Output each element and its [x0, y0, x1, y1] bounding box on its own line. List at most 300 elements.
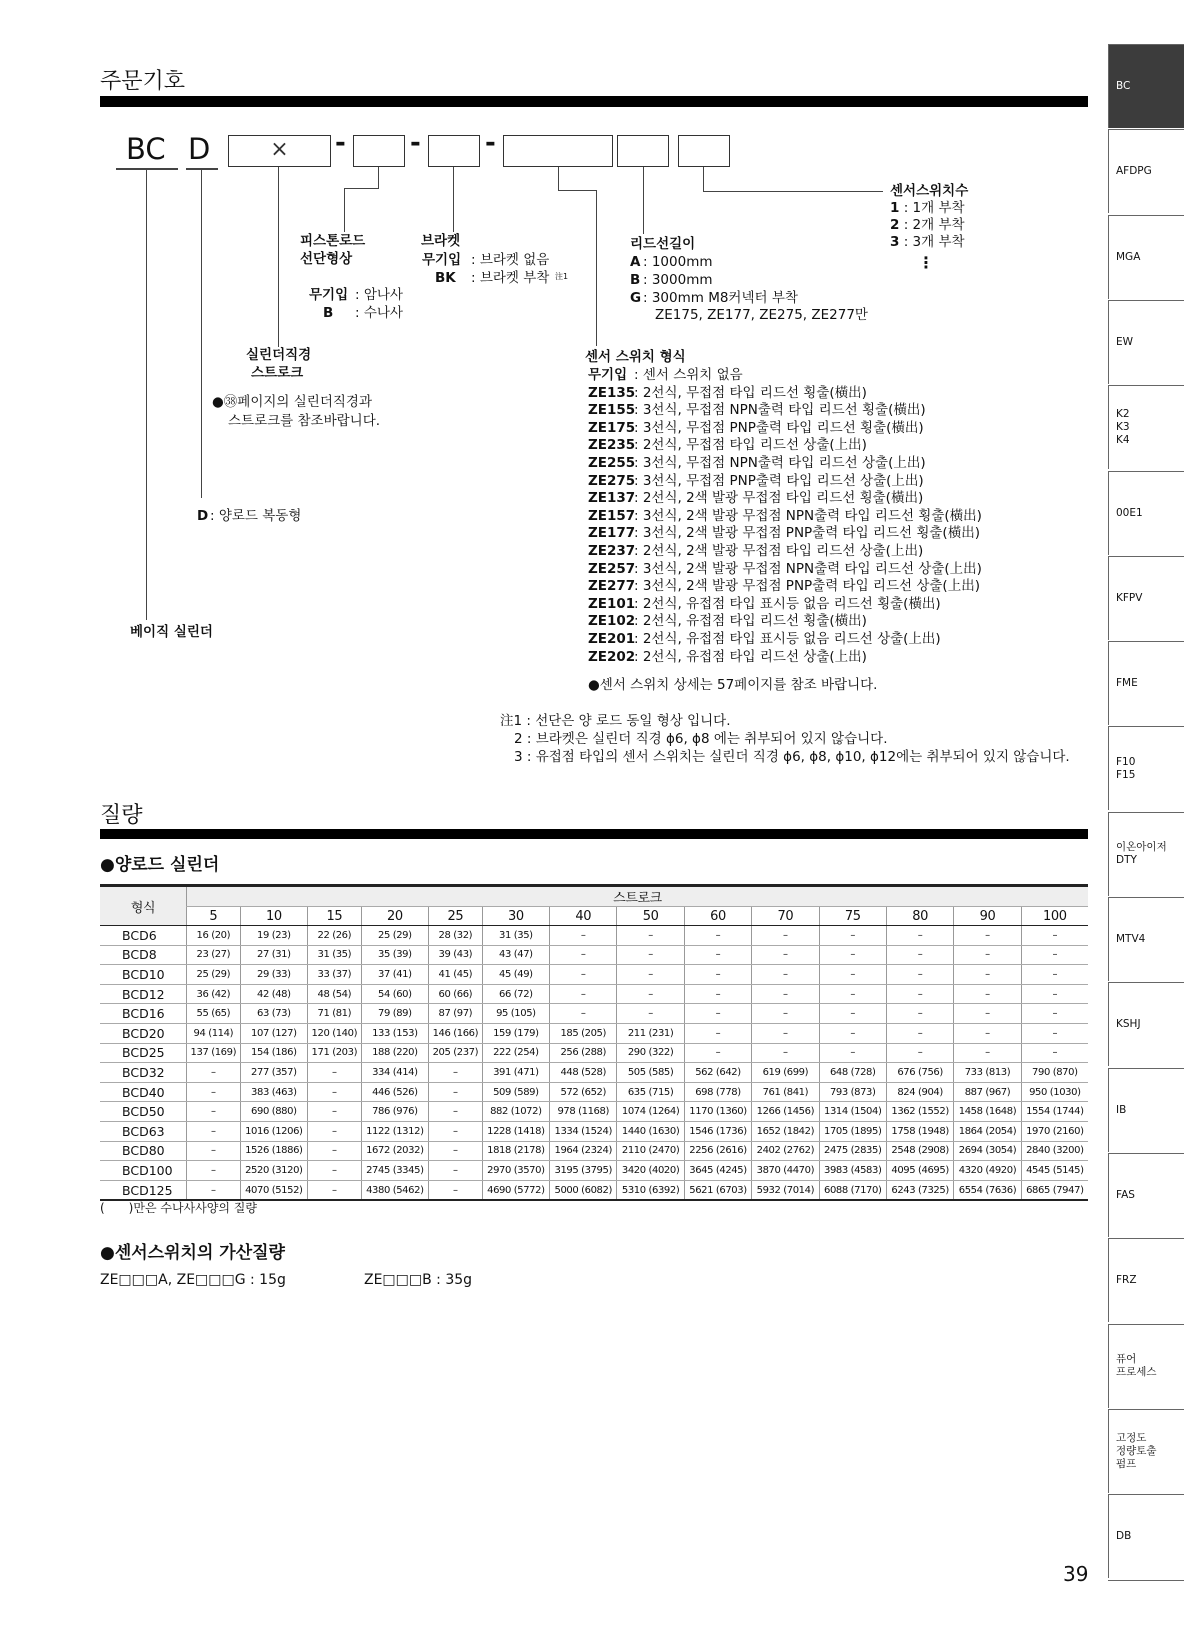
switch-type-item [588, 385, 982, 403]
add-mass-1: ZE□□□A, ZE□□□G : 15g [100, 1272, 286, 1288]
mass-cell: 31 (35) [308, 945, 362, 965]
switch-type-desc: : 3선식, 무접점 NPN출력 타입 리드선 횡출(橫出) [634, 402, 926, 419]
leader-piston-h [344, 188, 379, 189]
table-row [100, 1102, 1088, 1122]
mass-cell: 60 (66) [429, 984, 483, 1004]
mass-cell: – [187, 1121, 241, 1141]
piston-title-1: 피스톤로드 [300, 233, 366, 249]
code-d: D [188, 132, 211, 166]
table-row [100, 1023, 1088, 1043]
leader-piston-v1 [378, 167, 379, 188]
leader-count-v [703, 167, 704, 191]
bore-note-1: ●㊳페이지의 실린더직경과 [212, 394, 372, 410]
mass-cell: 572 (652) [550, 1082, 617, 1102]
header-stroke-value: 70 [752, 907, 819, 926]
mass-cell: 635 (715) [617, 1082, 684, 1102]
mass-cell: 334 (414) [361, 1063, 428, 1083]
mass-cell: – [886, 1043, 953, 1063]
piston-title-2: 선단형상 [300, 251, 353, 267]
mass-cell: 676 (756) [886, 1063, 953, 1083]
header-stroke-value: 25 [429, 907, 483, 926]
mass-cell: – [308, 1180, 362, 1200]
table-row [100, 965, 1088, 985]
mass-cell: – [550, 926, 617, 946]
switch-type-desc: : 3선식, 무접점 PNP출력 타입 리드선 상출(上出) [634, 472, 924, 489]
lead-a-label: A [630, 254, 641, 270]
mass-cell: – [550, 945, 617, 965]
mass-cell: 6865 (7947) [1021, 1180, 1088, 1200]
mass-sub-title-2: ●센서스위치의 가산질량 [100, 1243, 285, 1263]
mass-section-bar [100, 829, 1088, 839]
mass-cell: 6243 (7325) [886, 1180, 953, 1200]
order-note-1: 注1 : 선단은 양 로드 동일 형상 입니다. [500, 713, 731, 729]
side-tab[interactable]: KFPV [1108, 556, 1184, 640]
switch-type-desc: : 3선식, 2색 발광 무접점 NPN출력 타입 리드선 횡출(橫出) [634, 507, 982, 524]
leader-piston-v2 [344, 188, 345, 232]
mass-cell: – [752, 945, 819, 965]
mass-cell: – [187, 1102, 241, 1122]
table-row [100, 926, 1088, 946]
leader-d [201, 168, 202, 498]
mass-cell: – [550, 1004, 617, 1024]
table-row [100, 1004, 1088, 1024]
switch-type-code: ZE137 [588, 490, 636, 507]
mass-cell: 37 (41) [361, 965, 428, 985]
mass-cell: 79 (89) [361, 1004, 428, 1024]
mass-cell: – [819, 984, 886, 1004]
side-tab[interactable]: IB [1108, 1068, 1184, 1152]
switch-type-desc: : 2선식, 2색 발광 무접점 타입 리드선 횡출(橫出) [634, 490, 924, 507]
mass-cell: 133 (153) [361, 1023, 428, 1043]
mass-cell: 1546 (1736) [684, 1121, 751, 1141]
mass-cell: – [1021, 1023, 1088, 1043]
mass-cell: 1228 (1418) [482, 1121, 549, 1141]
bore-note-2: 스트로크를 참조바랍니다. [228, 413, 381, 429]
mass-cell: – [308, 1063, 362, 1083]
side-tab[interactable]: 퓨어 프로세스 [1108, 1324, 1184, 1408]
mass-cell: 950 (1030) [1021, 1082, 1088, 1102]
mass-cell: 45 (49) [482, 965, 549, 985]
mass-cell: – [954, 1043, 1021, 1063]
mass-cell: 448 (528) [550, 1063, 617, 1083]
mass-cell: 28 (32) [429, 926, 483, 946]
switch-type-code: ZE177 [588, 525, 636, 542]
mass-cell: 211 (231) [617, 1023, 684, 1043]
leader-switch-h [558, 190, 597, 191]
mass-cell: – [617, 926, 684, 946]
side-tab[interactable]: FRZ [1108, 1238, 1184, 1322]
mass-cell: 256 (288) [550, 1043, 617, 1063]
mass-cell: 690 (880) [240, 1102, 307, 1122]
box-x-symbol: × [270, 137, 289, 162]
mass-cell: 23 (27) [187, 945, 241, 965]
model-cell: BCD32 [100, 1063, 187, 1083]
leader-switch-v2 [596, 190, 597, 346]
mass-cell: 31 (35) [482, 926, 549, 946]
mass-cell: – [429, 1161, 483, 1181]
mass-cell: 790 (870) [1021, 1063, 1088, 1083]
switch-type-item [588, 402, 982, 420]
piston-none-label: 무기입 [309, 287, 349, 303]
mass-cell: 6088 (7170) [819, 1180, 886, 1200]
mass-cell: – [954, 1004, 1021, 1024]
mass-cell: – [1021, 1043, 1088, 1063]
switch-type-desc: : 3선식, 2색 발광 무접점 PNP출력 타입 리드선 횡출(橫出) [634, 525, 980, 542]
mass-cell: 55 (65) [187, 1004, 241, 1024]
mass-cell: 5310 (6392) [617, 1180, 684, 1200]
page-number: 39 [1063, 1562, 1089, 1586]
mass-cell: – [752, 1043, 819, 1063]
code-bc: BC [126, 132, 166, 166]
switch-count-item: 2 : 2개 부착 [890, 217, 965, 233]
table-row [100, 1063, 1088, 1083]
mass-cell: 1554 (1744) [1021, 1102, 1088, 1122]
header-stroke-value: 15 [308, 907, 362, 926]
mass-cell: – [187, 1180, 241, 1200]
mass-cell: 2475 (2835) [819, 1141, 886, 1161]
mass-cell: 159 (179) [482, 1023, 549, 1043]
mass-cell: 1122 (1312) [361, 1121, 428, 1141]
mass-cell: 16 (20) [187, 926, 241, 946]
switch-type-item [588, 561, 982, 579]
side-tab[interactable]: EW [1108, 300, 1184, 384]
mass-cell: 1526 (1886) [240, 1141, 307, 1161]
bracket-bk-label: BK [435, 270, 456, 286]
bracket-title: 브라켓 [421, 233, 461, 249]
switch-type-code: ZE175 [588, 419, 636, 436]
side-tab[interactable]: 고정도 정량토출 펌프 [1108, 1409, 1184, 1493]
mass-cell: – [617, 965, 684, 985]
mass-cell: – [684, 1043, 751, 1063]
switch-type-code: 무기입 [588, 367, 628, 383]
mass-table [100, 884, 1088, 1201]
mass-cell: 1440 (1630) [617, 1121, 684, 1141]
switch-type-desc: : 3선식, 2색 발광 무접점 NPN출력 타입 리드선 상출(上出) [634, 560, 982, 577]
table-header-row [100, 886, 1088, 907]
header-stroke-value: 40 [550, 907, 617, 926]
mass-cell: – [1021, 1004, 1088, 1024]
mass-cell: – [954, 926, 1021, 946]
mass-cell: – [886, 945, 953, 965]
mass-cell: – [429, 1102, 483, 1122]
mass-cell: – [886, 1023, 953, 1043]
mass-cell: – [550, 965, 617, 985]
header-stroke-value: 5 [187, 907, 241, 926]
switch-type-item [588, 437, 982, 455]
lead-g-label: G [630, 290, 642, 306]
side-tab[interactable]: MTV4 [1108, 897, 1184, 981]
switch-type-item [588, 525, 982, 543]
mass-cell: – [308, 1141, 362, 1161]
lead-box [617, 135, 669, 167]
header-stroke-value: 100 [1021, 907, 1088, 926]
side-tab[interactable]: 이온아이저 DTY [1108, 812, 1184, 896]
model-cell: BCD8 [100, 945, 187, 965]
mass-cell: 786 (976) [361, 1102, 428, 1122]
mass-cell: – [752, 984, 819, 1004]
mass-cell: – [684, 984, 751, 1004]
switch-type-desc: : 2선식, 무접점 타입 리드선 횡출(橫出) [634, 384, 867, 401]
mass-cell: 1266 (1456) [752, 1102, 819, 1122]
mass-cell: – [308, 1102, 362, 1122]
bracket-bk-note: 注1 [555, 272, 569, 281]
mass-cell: 146 (166) [429, 1023, 483, 1043]
mass-cell: 978 (1168) [550, 1102, 617, 1122]
side-tab[interactable]: 00E1 [1108, 471, 1184, 555]
mass-cell: 391 (471) [482, 1063, 549, 1083]
mass-cell: 171 (203) [308, 1043, 362, 1063]
mass-cell: 733 (813) [954, 1063, 1021, 1083]
mass-cell: 3870 (4470) [752, 1161, 819, 1181]
mass-cell: – [617, 984, 684, 1004]
piston-b-desc: : 수나사 [355, 305, 403, 321]
mass-cell: 1458 (1648) [954, 1102, 1021, 1122]
mass-cell: 1170 (1360) [684, 1102, 751, 1122]
mass-cell: 87 (97) [429, 1004, 483, 1024]
switch-type-desc: : 3선식, 무접점 PNP출력 타입 리드선 횡출(橫出) [634, 419, 924, 436]
mass-cell: 71 (81) [308, 1004, 362, 1024]
model-cell: BCD12 [100, 984, 187, 1004]
mass-cell: 446 (526) [361, 1082, 428, 1102]
switch-type-item [588, 543, 982, 561]
table-header-row [100, 907, 1088, 926]
mass-cell: 4545 (5145) [1021, 1161, 1088, 1181]
mass-cell: 2402 (2762) [752, 1141, 819, 1161]
mass-cell: 25 (29) [361, 926, 428, 946]
switch-type-code: ZE101 [588, 595, 636, 612]
dash-3: - [485, 128, 496, 158]
mass-cell: – [1021, 984, 1088, 1004]
mass-cell: 120 (140) [308, 1023, 362, 1043]
mass-cell: – [429, 1141, 483, 1161]
bore-title-1: 실린더직경 [246, 347, 312, 363]
header-stroke: 스트로크 [187, 886, 1089, 907]
mass-cell: – [752, 1004, 819, 1024]
mass-cell: – [1021, 926, 1088, 946]
mass-cell: 1705 (1895) [819, 1121, 886, 1141]
side-tab[interactable]: DB [1108, 1494, 1184, 1578]
mass-cell: 185 (205) [550, 1023, 617, 1043]
table-row [100, 984, 1088, 1004]
table-row [100, 1180, 1088, 1200]
model-cell: BCD125 [100, 1180, 187, 1200]
side-tab[interactable]: AFDPG [1108, 129, 1184, 213]
d-desc: : 양로드 복동형 [210, 508, 302, 524]
switch-type-code: ZE277 [588, 578, 636, 595]
header-stroke-value: 80 [886, 907, 953, 926]
mass-cell: 505 (585) [617, 1063, 684, 1083]
mass-cell: 2520 (3120) [240, 1161, 307, 1181]
switch-type-desc: : 2선식, 유접점 타입 표시등 없음 리드선 횡출(橫出) [634, 595, 941, 612]
mass-sub-title-1: ●양로드 실린더 [100, 855, 220, 875]
switch-type-item [588, 455, 982, 473]
mass-cell: 1362 (1552) [886, 1102, 953, 1122]
piston-b-label: B [323, 305, 334, 321]
switch-type-item [588, 596, 982, 614]
model-cell: BCD20 [100, 1023, 187, 1043]
mass-cell: 5621 (6703) [684, 1180, 751, 1200]
switch-type-code: ZE275 [588, 472, 636, 489]
leader-switch-v1 [558, 167, 559, 190]
mass-cell: 383 (463) [240, 1082, 307, 1102]
side-tab[interactable]: FAS [1108, 1153, 1184, 1237]
mass-cell: 824 (904) [886, 1082, 953, 1102]
mass-cell: 882 (1072) [482, 1102, 549, 1122]
side-tab[interactable]: KSHJ [1108, 982, 1184, 1066]
side-tab[interactable]: MGA [1108, 215, 1184, 299]
mass-cell: 2256 (2616) [684, 1141, 751, 1161]
mass-cell: – [617, 945, 684, 965]
switch-type-desc: : 3선식, 2색 발광 무접점 PNP출력 타입 리드선 상출(上出) [634, 578, 980, 595]
switch-type-item [588, 578, 982, 596]
model-cell: BCD25 [100, 1043, 187, 1063]
model-cell: BCD63 [100, 1121, 187, 1141]
bracket-none-label: 무기입 [422, 252, 462, 268]
mass-cell: – [819, 1023, 886, 1043]
mass-cell: 2110 (2470) [617, 1141, 684, 1161]
side-tab[interactable]: FME [1108, 641, 1184, 725]
mass-cell: – [1021, 965, 1088, 985]
mass-cell: – [886, 1004, 953, 1024]
mass-cell: – [684, 1023, 751, 1043]
table-row [100, 1082, 1088, 1102]
mass-cell: 137 (169) [187, 1043, 241, 1063]
mass-cell: – [819, 1004, 886, 1024]
mass-cell: 54 (60) [361, 984, 428, 1004]
header-stroke-value: 50 [617, 907, 684, 926]
mass-cell: 39 (43) [429, 945, 483, 965]
mass-cell: 35 (39) [361, 945, 428, 965]
mass-cell: 22 (26) [308, 926, 362, 946]
switch-count-item: 3 : 3개 부착 [890, 234, 965, 250]
piston-none-desc: : 암나사 [355, 287, 403, 303]
order-section-title: 주문기호 [100, 69, 186, 94]
switch-type-item [588, 473, 982, 491]
header-stroke-value: 75 [819, 907, 886, 926]
model-cell: BCD40 [100, 1082, 187, 1102]
switch-type-desc: : 2선식, 2색 발광 무접점 타입 리드선 상출(上出) [634, 542, 924, 559]
order-note-2: 2 : 브라켓은 실린더 직경 ϕ6, ϕ8 에는 취부되어 있지 않습니다. [514, 731, 888, 747]
header-stroke-value: 20 [361, 907, 428, 926]
mass-cell: – [308, 1082, 362, 1102]
bracket-box [428, 135, 480, 167]
mass-cell: 205 (237) [429, 1043, 483, 1063]
switch-type-item [588, 367, 982, 385]
switch-type-desc: : 센서 스위치 없음 [634, 367, 743, 383]
mass-cell: 1672 (2032) [361, 1141, 428, 1161]
mass-cell: – [429, 1082, 483, 1102]
switch-type-footnote: ●센서 스위치 상세는 57페이지를 참조 바랍니다. [588, 677, 878, 693]
mass-cell: 290 (322) [617, 1043, 684, 1063]
mass-cell: – [752, 926, 819, 946]
mass-cell: 43 (47) [482, 945, 549, 965]
basic-cylinder-label: 베이직 실린더 [130, 624, 213, 640]
mass-cell: 188 (220) [361, 1043, 428, 1063]
header-model: 형식 [100, 886, 187, 926]
leader-count-h [703, 191, 883, 192]
model-cell: BCD16 [100, 1004, 187, 1024]
mass-cell: 1074 (1264) [617, 1102, 684, 1122]
bore-title-2: 스트로크 [251, 365, 304, 381]
side-tab[interactable]: BC [1108, 44, 1184, 128]
switch-type-code: ZE235 [588, 437, 636, 454]
mass-cell: – [752, 1023, 819, 1043]
mass-cell: 887 (967) [954, 1082, 1021, 1102]
table-row [100, 1121, 1088, 1141]
lead-a-desc: : 1000mm [643, 254, 713, 270]
mass-cell: – [308, 1161, 362, 1181]
side-tab[interactable]: F10 F15 [1108, 726, 1184, 810]
dash-2: - [410, 128, 421, 158]
switch-type-code: ZE255 [588, 454, 636, 471]
mass-cell: 761 (841) [752, 1082, 819, 1102]
mass-cell: 277 (357) [240, 1063, 307, 1083]
mass-cell: – [819, 1043, 886, 1063]
mass-cell: 25 (29) [187, 965, 241, 985]
mass-cell: 1758 (1948) [886, 1121, 953, 1141]
mass-cell: 4690 (5772) [482, 1180, 549, 1200]
order-section-bar [100, 96, 1088, 107]
switch-type-desc: : 2선식, 유접점 타입 표시등 없음 리드선 상출(上出) [634, 630, 941, 647]
model-cell: BCD50 [100, 1102, 187, 1122]
mass-cell: 2840 (3200) [1021, 1141, 1088, 1161]
mass-cell: 6554 (7636) [954, 1180, 1021, 1200]
model-cell: BCD100 [100, 1161, 187, 1181]
mass-cell: – [429, 1063, 483, 1083]
mass-cell: 5932 (7014) [752, 1180, 819, 1200]
mass-cell: 33 (37) [308, 965, 362, 985]
mass-cell: 1970 (2160) [1021, 1121, 1088, 1141]
mass-cell: 3645 (4245) [684, 1161, 751, 1181]
model-cell: BCD6 [100, 926, 187, 946]
switch-count-title: 센서스위치수 [890, 183, 969, 199]
mass-cell: – [954, 965, 1021, 985]
d-desc-label: D [197, 508, 209, 524]
mass-cell: 5000 (6082) [550, 1180, 617, 1200]
mass-cell: 2694 (3054) [954, 1141, 1021, 1161]
mass-cell: – [550, 984, 617, 1004]
mass-cell: – [1021, 945, 1088, 965]
switch-type-desc: : 2선식, 유접점 타입 리드선 횡출(橫出) [634, 613, 867, 630]
side-tabs-bottom-border [1108, 1580, 1184, 1581]
mass-cell: 793 (873) [819, 1082, 886, 1102]
mass-cell: 66 (72) [482, 984, 549, 1004]
switch-type-item [588, 490, 982, 508]
switch-count-list [890, 200, 965, 251]
switch-count-box [678, 135, 730, 167]
side-tab[interactable]: K2 K3 K4 [1108, 385, 1184, 469]
piston-box [353, 135, 405, 167]
mass-cell: 562 (642) [684, 1063, 751, 1083]
mass-cell: – [819, 965, 886, 985]
mass-cell: – [429, 1180, 483, 1200]
table-note: ( )만은 수나사사양의 질량 [100, 1201, 257, 1215]
mass-cell: 1964 (2324) [550, 1141, 617, 1161]
mass-cell: 4380 (5462) [361, 1180, 428, 1200]
mass-cell: 222 (254) [482, 1043, 549, 1063]
switch-type-box [503, 135, 613, 167]
order-note-3: 3 : 유접점 타입의 센서 스위치는 실린더 직경 ϕ6, ϕ8, ϕ10, ϕ12에는 취부되어 있지 않습니다. [514, 749, 1070, 765]
mass-cell: 619 (699) [752, 1063, 819, 1083]
leader-lead [643, 167, 644, 234]
switch-type-item [588, 649, 982, 667]
mass-cell: 2548 (2908) [886, 1141, 953, 1161]
switch-type-code: ZE257 [588, 560, 636, 577]
mass-cell: – [954, 984, 1021, 1004]
header-stroke-value: 10 [240, 907, 307, 926]
mass-cell: 2745 (3345) [361, 1161, 428, 1181]
mass-cell: – [187, 1063, 241, 1083]
